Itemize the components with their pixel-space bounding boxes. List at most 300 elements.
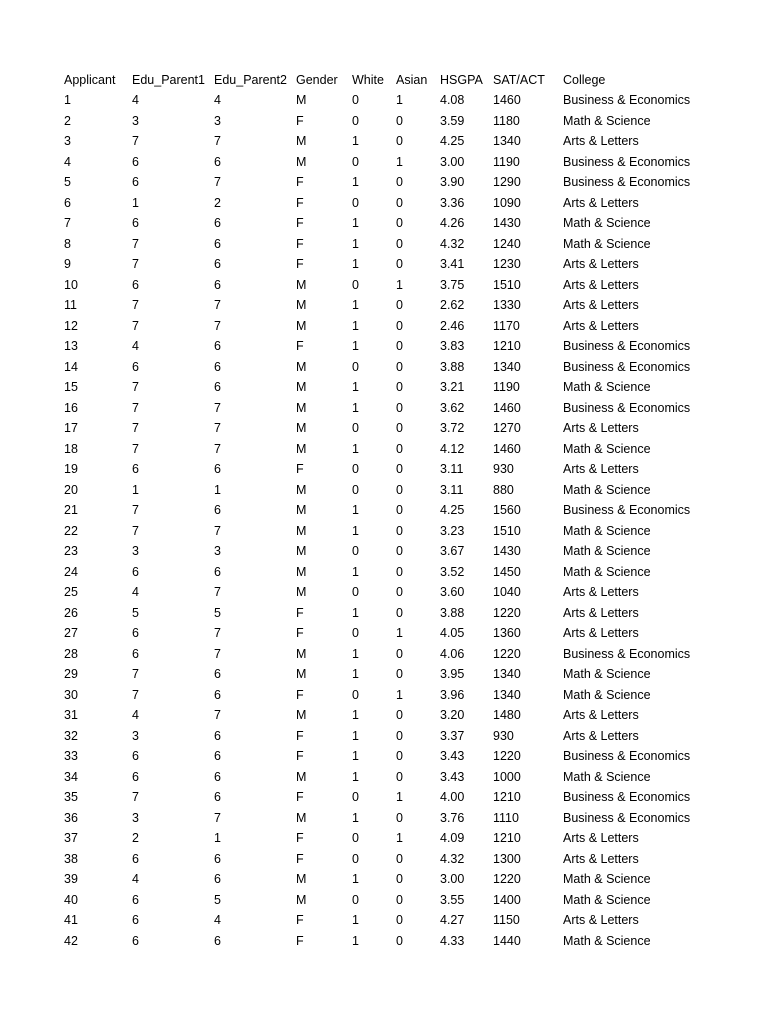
cell-asian: 0	[396, 810, 403, 825]
table-row	[64, 931, 703, 952]
cell-asian: 1	[396, 831, 403, 845]
cell-gender: M	[296, 380, 307, 394]
cell-edu-parent2: 7	[214, 523, 221, 538]
table-row	[64, 439, 703, 460]
cell-edu-parent2: 6	[214, 359, 221, 374]
table-row	[64, 357, 703, 378]
cell-applicant: 22	[64, 523, 78, 538]
header-row	[64, 70, 703, 90]
cell-hsgpa: 3.60	[440, 585, 465, 599]
cell-asian: 0	[396, 605, 403, 620]
cell-sat-act: 1510	[493, 277, 521, 292]
cell-gender: M	[296, 892, 307, 907]
cell-gender: F	[296, 790, 304, 804]
cell-sat-act: 1190	[493, 380, 520, 394]
cell-hsgpa: 3.88	[440, 605, 465, 620]
cell-edu-parent2: 7	[214, 318, 221, 333]
cell-college: Math & Science	[563, 523, 651, 538]
cell-white: 1	[352, 339, 359, 353]
cell-gender: M	[296, 318, 307, 333]
cell-asian: 0	[396, 851, 403, 866]
cell-edu-parent1: 7	[132, 298, 139, 312]
cell-gender: M	[296, 359, 307, 374]
cell-white: 1	[352, 441, 359, 456]
cell-white: 1	[352, 564, 359, 579]
cell-edu-parent2: 4	[214, 913, 221, 927]
cell-edu-parent2: 7	[214, 175, 221, 189]
cell-edu-parent1: 7	[132, 134, 139, 148]
cell-white: 0	[352, 421, 359, 435]
cell-sat-act: 1330	[493, 298, 521, 312]
cell-sat-act: 1560	[493, 503, 521, 517]
cell-applicant: 6	[64, 195, 71, 210]
cell-hsgpa: 3.83	[440, 339, 465, 353]
cell-applicant: 16	[64, 400, 78, 415]
cell-hsgpa: 3.59	[440, 113, 465, 128]
cell-gender: M	[296, 154, 307, 169]
cell-white: 1	[352, 872, 359, 886]
cell-white: 0	[352, 831, 359, 845]
cell-sat-act: 1510	[493, 523, 521, 538]
cell-asian: 0	[396, 441, 403, 456]
cell-hsgpa: 4.25	[440, 134, 465, 148]
cell-hsgpa: 3.43	[440, 769, 465, 784]
cell-edu-parent1: 6	[132, 277, 139, 292]
cell-edu-parent2: 6	[214, 257, 221, 271]
cell-edu-parent2: 3	[214, 113, 221, 128]
cell-college: Arts & Letters	[563, 318, 639, 333]
cell-asian: 0	[396, 585, 403, 599]
cell-gender: F	[296, 728, 304, 743]
cell-gender: F	[296, 236, 304, 251]
cell-white: 1	[352, 933, 359, 948]
cell-hsgpa: 3.36	[440, 195, 465, 210]
cell-college: Arts & Letters	[563, 626, 639, 640]
cell-white: 1	[352, 257, 359, 271]
table-row	[64, 90, 703, 111]
cell-college: Math & Science	[563, 113, 651, 128]
cell-hsgpa: 3.96	[440, 687, 465, 702]
table-row	[64, 808, 703, 829]
cell-sat-act: 1110	[493, 810, 519, 825]
cell-sat-act: 1480	[493, 708, 521, 722]
cell-applicant: 41	[64, 913, 78, 927]
cell-gender: M	[296, 585, 307, 599]
cell-edu-parent1: 4	[132, 585, 139, 599]
cell-edu-parent1: 5	[132, 605, 139, 620]
cell-edu-parent1: 7	[132, 441, 139, 456]
cell-edu-parent2: 1	[214, 831, 221, 845]
cell-applicant: 19	[64, 462, 78, 476]
cell-white: 1	[352, 749, 359, 763]
cell-gender: F	[296, 605, 304, 620]
cell-college: Math & Science	[563, 236, 651, 251]
cell-asian: 0	[396, 195, 403, 210]
table-row	[64, 705, 703, 726]
cell-college: Business & Economics	[563, 339, 691, 353]
cell-edu-parent1: 2	[132, 831, 139, 845]
cell-sat-act: 930	[493, 728, 514, 743]
cell-edu-parent2: 7	[214, 400, 221, 415]
cell-college: Business & Economics	[563, 93, 691, 107]
cell-edu-parent1: 7	[132, 380, 139, 394]
cell-college: Arts & Letters	[563, 585, 639, 599]
cell-edu-parent1: 7	[132, 318, 139, 333]
cell-asian: 0	[396, 769, 403, 784]
cell-white: 1	[352, 236, 359, 251]
cell-asian: 0	[396, 646, 403, 661]
table-row	[64, 234, 703, 255]
cell-college: Math & Science	[563, 482, 651, 497]
cell-sat-act: 1440	[493, 933, 521, 948]
cell-edu-parent1: 3	[132, 544, 139, 558]
cell-asian: 0	[396, 236, 403, 251]
cell-sat-act: 1210	[493, 339, 521, 353]
cell-asian: 1	[396, 626, 403, 640]
cell-sat-act: 930	[493, 462, 514, 476]
table-row	[64, 213, 703, 234]
table-row	[64, 336, 703, 357]
cell-edu-parent2: 6	[214, 769, 221, 784]
cell-sat-act: 1180	[493, 113, 520, 128]
cell-sat-act: 1150	[493, 913, 520, 927]
cell-college: Arts & Letters	[563, 277, 639, 292]
cell-white: 1	[352, 708, 359, 722]
cell-white: 0	[352, 687, 359, 702]
table-row	[64, 685, 703, 706]
header-sat-act: SAT/ACT	[493, 73, 545, 87]
cell-college: Business & Economics	[563, 154, 691, 169]
table-row	[64, 193, 703, 214]
cell-gender: F	[296, 933, 304, 948]
cell-hsgpa: 3.72	[440, 421, 465, 435]
cell-edu-parent1: 6	[132, 154, 139, 169]
cell-asian: 0	[396, 216, 403, 230]
table-row	[64, 459, 703, 480]
cell-edu-parent2: 6	[214, 236, 221, 251]
cell-sat-act: 1270	[493, 421, 521, 435]
table-row	[64, 295, 703, 316]
cell-college: Arts & Letters	[563, 831, 639, 845]
header-gender: Gender	[296, 73, 338, 87]
cell-edu-parent1: 7	[132, 421, 139, 435]
cell-college: Math & Science	[563, 667, 651, 681]
cell-college: Business & Economics	[563, 646, 691, 661]
cell-gender: M	[296, 872, 307, 886]
cell-edu-parent2: 6	[214, 851, 221, 866]
table-row	[64, 603, 703, 624]
cell-edu-parent1: 7	[132, 257, 139, 271]
cell-hsgpa: 3.90	[440, 175, 465, 189]
cell-college: Business & Economics	[563, 400, 691, 415]
cell-asian: 0	[396, 892, 403, 907]
cell-white: 1	[352, 667, 359, 681]
cell-applicant: 20	[64, 482, 78, 497]
cell-applicant: 12	[64, 318, 78, 333]
cell-sat-act: 1340	[493, 687, 521, 702]
cell-white: 0	[352, 277, 359, 292]
cell-applicant: 1	[64, 93, 71, 107]
cell-hsgpa: 2.62	[440, 298, 465, 312]
cell-asian: 1	[396, 93, 403, 107]
cell-asian: 0	[396, 544, 403, 558]
cell-sat-act: 1460	[493, 441, 521, 456]
cell-edu-parent1: 6	[132, 646, 139, 661]
cell-applicant: 9	[64, 257, 71, 271]
cell-edu-parent2: 7	[214, 298, 221, 312]
table-row	[64, 828, 703, 849]
cell-hsgpa: 3.43	[440, 749, 465, 763]
table-row	[64, 562, 703, 583]
cell-edu-parent1: 6	[132, 564, 139, 579]
cell-college: Arts & Letters	[563, 462, 639, 476]
cell-edu-parent1: 6	[132, 626, 139, 640]
cell-gender: F	[296, 626, 304, 640]
cell-edu-parent1: 4	[132, 339, 139, 353]
cell-edu-parent2: 5	[214, 605, 221, 620]
cell-white: 1	[352, 913, 359, 927]
cell-edu-parent1: 7	[132, 687, 139, 702]
cell-edu-parent1: 6	[132, 359, 139, 374]
cell-hsgpa: 4.12	[440, 441, 465, 456]
cell-sat-act: 1340	[493, 359, 521, 374]
cell-edu-parent2: 6	[214, 933, 221, 948]
cell-applicant: 26	[64, 605, 78, 620]
cell-gender: F	[296, 749, 304, 763]
cell-hsgpa: 2.46	[440, 318, 465, 333]
cell-gender: M	[296, 646, 307, 661]
cell-white: 0	[352, 892, 359, 907]
cell-applicant: 40	[64, 892, 78, 907]
cell-asian: 0	[396, 400, 403, 415]
cell-sat-act: 880	[493, 482, 514, 497]
cell-white: 1	[352, 380, 359, 394]
cell-white: 0	[352, 93, 359, 107]
table-row	[64, 521, 703, 542]
cell-gender: M	[296, 421, 307, 435]
cell-edu-parent1: 7	[132, 236, 139, 251]
cell-asian: 1	[396, 790, 403, 804]
table-row	[64, 726, 703, 747]
table-body	[64, 90, 703, 951]
cell-edu-parent2: 4	[214, 93, 221, 107]
cell-applicant: 32	[64, 728, 78, 743]
header-hsgpa: HSGPA	[440, 73, 483, 87]
cell-white: 0	[352, 585, 359, 599]
cell-applicant: 36	[64, 810, 78, 825]
cell-gender: F	[296, 216, 304, 230]
table-row	[64, 910, 703, 931]
header-applicant: Applicant	[64, 73, 116, 87]
table-row	[64, 890, 703, 911]
cell-asian: 0	[396, 339, 403, 353]
table-row	[64, 664, 703, 685]
cell-sat-act: 1240	[493, 236, 521, 251]
cell-applicant: 17	[64, 421, 78, 435]
cell-asian: 0	[396, 318, 403, 333]
cell-sat-act: 1220	[493, 749, 521, 763]
cell-sat-act: 1430	[493, 216, 521, 230]
table-header	[64, 70, 703, 90]
cell-edu-parent2: 7	[214, 585, 221, 599]
cell-edu-parent1: 6	[132, 175, 139, 189]
cell-sat-act: 1220	[493, 605, 521, 620]
cell-sat-act: 1460	[493, 400, 521, 415]
cell-applicant: 29	[64, 667, 78, 681]
cell-college: Arts & Letters	[563, 298, 639, 312]
cell-applicant: 10	[64, 277, 78, 292]
cell-sat-act: 1450	[493, 564, 521, 579]
cell-gender: M	[296, 810, 307, 825]
cell-hsgpa: 3.88	[440, 359, 465, 374]
cell-college: Business & Economics	[563, 749, 691, 763]
cell-white: 0	[352, 113, 359, 128]
cell-hsgpa: 4.27	[440, 913, 465, 927]
cell-applicant: 11	[64, 298, 77, 312]
cell-hsgpa: 4.05	[440, 626, 465, 640]
cell-sat-act: 1190	[493, 154, 520, 169]
cell-sat-act: 1360	[493, 626, 521, 640]
cell-hsgpa: 3.11	[440, 482, 464, 497]
cell-college: Math & Science	[563, 872, 651, 886]
cell-edu-parent1: 4	[132, 872, 139, 886]
cell-applicant: 18	[64, 441, 78, 456]
cell-edu-parent1: 7	[132, 523, 139, 538]
cell-gender: F	[296, 195, 304, 210]
cell-applicant: 28	[64, 646, 78, 661]
cell-sat-act: 1210	[493, 790, 521, 804]
cell-gender: M	[296, 544, 307, 558]
cell-edu-parent2: 2	[214, 195, 221, 210]
cell-college: Arts & Letters	[563, 421, 639, 435]
table-row	[64, 541, 703, 562]
cell-sat-act: 1300	[493, 851, 521, 866]
table-row	[64, 111, 703, 132]
cell-applicant: 7	[64, 216, 71, 230]
table-row	[64, 316, 703, 337]
cell-edu-parent2: 6	[214, 154, 221, 169]
cell-white: 0	[352, 626, 359, 640]
table-row	[64, 644, 703, 665]
table-row	[64, 500, 703, 521]
cell-white: 1	[352, 728, 359, 743]
cell-white: 1	[352, 216, 359, 230]
cell-hsgpa: 4.00	[440, 790, 465, 804]
cell-sat-act: 1460	[493, 93, 521, 107]
cell-asian: 0	[396, 503, 403, 517]
cell-white: 0	[352, 482, 359, 497]
cell-asian: 0	[396, 728, 403, 743]
cell-edu-parent2: 7	[214, 810, 221, 825]
cell-edu-parent1: 7	[132, 790, 139, 804]
cell-edu-parent1: 3	[132, 810, 139, 825]
cell-asian: 0	[396, 872, 403, 886]
cell-gender: M	[296, 441, 307, 456]
table-row	[64, 623, 703, 644]
cell-hsgpa: 4.26	[440, 216, 465, 230]
cell-edu-parent2: 6	[214, 687, 221, 702]
cell-white: 1	[352, 298, 359, 312]
cell-edu-parent1: 6	[132, 851, 139, 866]
cell-edu-parent2: 3	[214, 544, 221, 558]
cell-edu-parent2: 7	[214, 626, 221, 640]
cell-gender: F	[296, 851, 304, 866]
cell-college: Math & Science	[563, 687, 651, 702]
cell-hsgpa: 3.11	[440, 462, 464, 476]
cell-hsgpa: 3.75	[440, 277, 465, 292]
cell-asian: 0	[396, 564, 403, 579]
cell-sat-act: 1210	[493, 831, 521, 845]
cell-asian: 0	[396, 134, 403, 148]
cell-gender: M	[296, 564, 307, 579]
cell-hsgpa: 4.32	[440, 236, 465, 251]
cell-sat-act: 1400	[493, 892, 521, 907]
cell-gender: M	[296, 134, 307, 148]
cell-applicant: 5	[64, 175, 71, 189]
cell-white: 0	[352, 462, 359, 476]
cell-edu-parent1: 7	[132, 667, 139, 681]
cell-gender: M	[296, 523, 307, 538]
cell-gender: F	[296, 913, 304, 927]
table-row	[64, 418, 703, 439]
cell-edu-parent2: 7	[214, 421, 221, 435]
cell-college: Business & Economics	[563, 175, 691, 189]
cell-edu-parent1: 7	[132, 400, 139, 415]
cell-asian: 0	[396, 523, 403, 538]
cell-edu-parent1: 1	[132, 482, 139, 497]
cell-edu-parent2: 6	[214, 728, 221, 743]
cell-gender: F	[296, 113, 304, 128]
cell-asian: 0	[396, 359, 403, 374]
cell-applicant: 21	[64, 503, 78, 517]
header-asian: Asian	[396, 73, 428, 87]
cell-applicant: 25	[64, 585, 78, 599]
cell-asian: 0	[396, 667, 403, 681]
cell-gender: M	[296, 503, 307, 517]
cell-white: 0	[352, 851, 359, 866]
cell-white: 1	[352, 318, 359, 333]
table-row	[64, 275, 703, 296]
table-row	[64, 377, 703, 398]
header-white: White	[352, 73, 384, 87]
cell-asian: 0	[396, 482, 403, 497]
cell-white: 1	[352, 769, 359, 784]
cell-college: Math & Science	[563, 544, 651, 558]
cell-gender: F	[296, 687, 304, 702]
cell-college: Arts & Letters	[563, 913, 639, 927]
cell-college: Business & Economics	[563, 810, 691, 825]
table-row	[64, 480, 703, 501]
cell-white: 1	[352, 400, 359, 415]
applicant-table	[64, 70, 703, 951]
cell-sat-act: 1090	[493, 195, 521, 210]
cell-college: Math & Science	[563, 564, 651, 579]
cell-gender: M	[296, 667, 307, 681]
cell-edu-parent2: 5	[214, 892, 221, 907]
cell-hsgpa: 3.23	[440, 523, 465, 538]
table-row	[64, 172, 703, 193]
cell-college: Math & Science	[563, 216, 651, 230]
cell-gender: M	[296, 482, 307, 497]
cell-white: 1	[352, 523, 359, 538]
cell-edu-parent1: 6	[132, 933, 139, 948]
cell-edu-parent1: 4	[132, 93, 139, 107]
cell-edu-parent1: 3	[132, 728, 139, 743]
cell-college: Math & Science	[563, 380, 651, 394]
cell-white: 0	[352, 359, 359, 374]
cell-applicant: 33	[64, 749, 78, 763]
cell-edu-parent2: 6	[214, 790, 221, 804]
